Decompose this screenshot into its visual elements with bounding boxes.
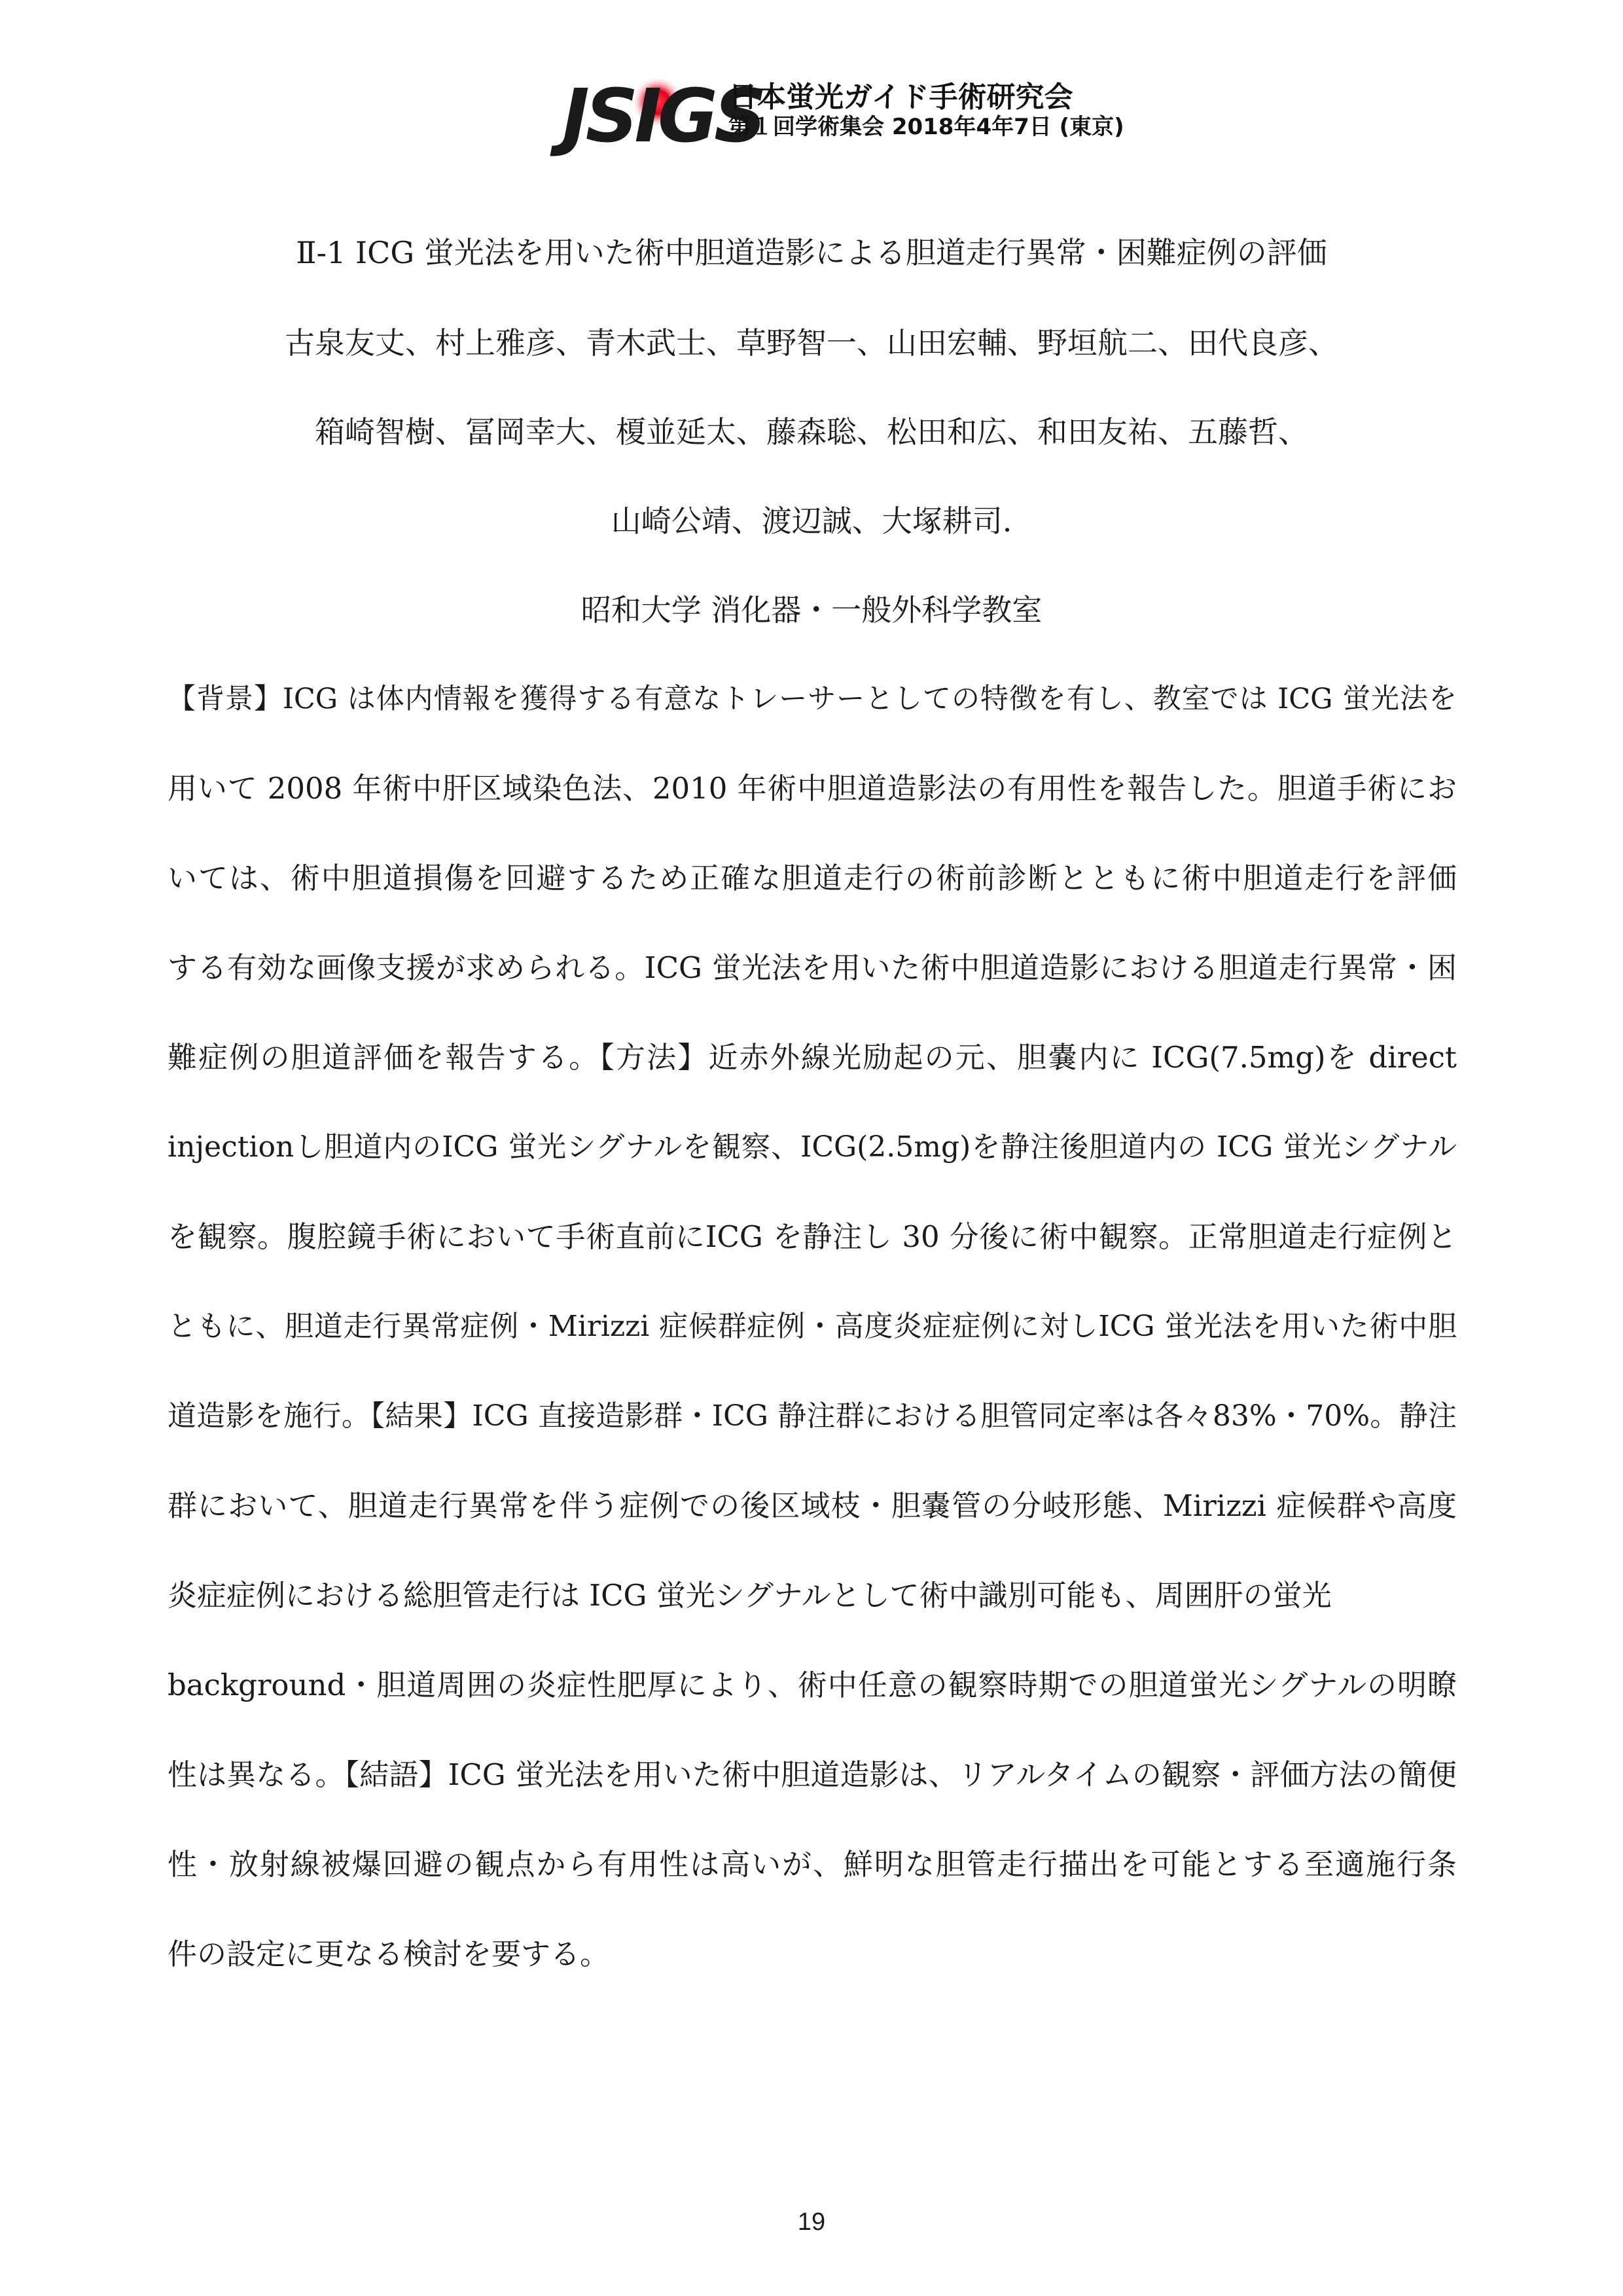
body-text-line: 難症例の胆道評価を報告する。【方法】近赤外線光励起の元、胆嚢内に ICG(7.5mg)を direct xyxy=(168,1040,1457,1075)
body-text-line: いては、術中胆道損傷を回避するため正確な胆道走行の術前診断とともに術中胆道走行を評価 xyxy=(168,861,1457,895)
page-number: 19 xyxy=(797,2208,826,2236)
body-text-line: 炎症症例における総胆管走行は ICG 蛍光シグナルとして術中識別可能も、周囲肝の蛍光 xyxy=(168,1578,1332,1613)
body-text-line: する有効な画像支援が求められる。ICG 蛍光法を用いた術中胆道造影における胆道走行異常・困 xyxy=(168,950,1457,985)
affiliation: 昭和大学 消化器・一般外科学教室 xyxy=(580,592,1043,628)
body-text-line: 群において、胆道走行異常を伴う症例での後区域枝・胆嚢管の分岐形態、Mirizzi 症候群や高度 xyxy=(168,1488,1457,1523)
author-line: 山崎公靖、渡辺誠、大塚耕司. xyxy=(611,503,1012,539)
body-text-line: injectionし胆道内のICG 蛍光シグナルを観察、ICG(2.5mg)を静注後胆道内の ICG 蛍光シグナル xyxy=(168,1130,1457,1164)
body-text-line: を観察。腹腔鏡手術において手術直前にICG を静注し 30 分後に術中観察。正常胆道走行症例と xyxy=(168,1219,1457,1254)
body-text-line: 性・放射線被爆回避の観点から有用性は高いが、鮮明な胆管走行描出を可能とする至適施行条 xyxy=(168,1847,1457,1882)
meeting-info: 第１回学術集会 2018年4年7日 (東京) xyxy=(728,114,1124,140)
logo-text: JSIGS xyxy=(562,74,763,159)
society-name: 日本蛍光ガイド手術研究会 xyxy=(728,81,1073,114)
body-text-line: 用いて 2008 年術中肝区域染色法、2010 年術中胆道造影法の有用性を報告した。胆道手術にお xyxy=(168,771,1457,806)
body-text-line: ともに、胆道走行異常症例・Mirizzi 症候群症例・高度炎症症例に対しICG 蛍光法を用いた術中胆 xyxy=(168,1310,1457,1343)
author-line: 箱崎智樹、冨岡幸大、榎並延太、藤森聡、松田和広、和田友祐、五藤哲、 xyxy=(315,414,1308,450)
page-header xyxy=(560,71,1124,159)
society-logo xyxy=(560,71,763,159)
body-text-line: 性は異なる。【結語】ICG 蛍光法を用いた術中胆道造影は、リアルタイムの観察・評価方法の簡便 xyxy=(168,1757,1457,1792)
author-line: 古泉友丈、村上雅彦、青木武士、草野智一、山田宏輔、野垣航二、田代良彦、 xyxy=(285,325,1338,361)
body-text-line: background・胆道周囲の炎症性肥厚により、術中任意の観察時期での胆道蛍光シグナルの明瞭 xyxy=(168,1668,1457,1702)
body-text-line: 【背景】ICG は体内情報を獲得する有意なトレーサーとしての特徴を有し、教室では ICG 蛍光法を xyxy=(168,683,1457,715)
body-text-line: 件の設定に更なる検討を要する。 xyxy=(168,1937,610,1971)
header-text-block xyxy=(728,81,1124,140)
abstract-title: Ⅱ-1 ICG 蛍光法を用いた術中胆道造影による胆道走行異常・困難症例の評価 xyxy=(296,235,1327,270)
body-text-line: 道造影を施行。【結果】ICG 直接造影群・ICG 静注群における胆管同定率は各々83%・70%。静注 xyxy=(168,1399,1457,1433)
